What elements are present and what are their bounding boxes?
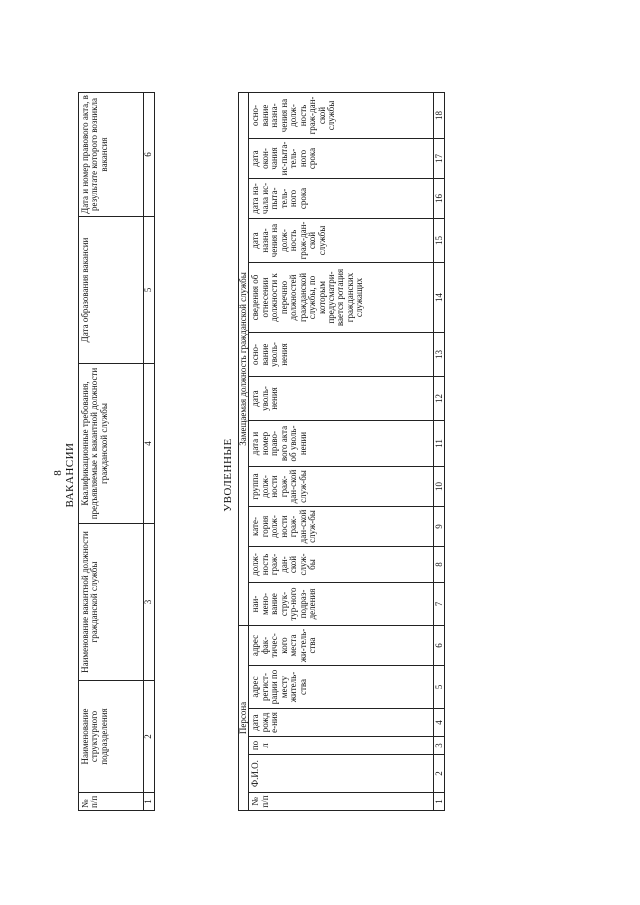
dismissed-number-row [434,93,445,811]
vacancies-number-cell: 6 [144,93,155,217]
dismissed-number-cell: 7 [434,583,445,626]
dismissed-header-cell: долж-ность граж-дан-ской служ-бы [249,547,434,583]
dismissed-header-cell: адрес регист-рации по месту житель-ства [249,666,434,709]
dismissed-header-cell: наи-мено-вание струк-тур-ного подраз-деления [249,583,434,626]
dismissed-number-cell: 18 [434,93,445,139]
vacancies-header-cell: Наименование вакантной должности гражданской службы [79,524,144,681]
dismissed-number-cell: 1 [434,793,445,811]
dismissed-header-cell: № п/п [249,793,434,811]
dismissed-number-cell: 12 [434,377,445,421]
vacancies-header-cell: Дата образования вакансии [79,217,144,364]
dismissed-group-row [239,93,249,811]
vacancies-number-row [144,93,155,811]
dismissed-number-cell: 11 [434,421,445,467]
vacancies-number-cell: 1 [144,793,155,811]
vacancies-number-cell: 3 [144,524,155,681]
vacancies-number-cell: 2 [144,681,155,793]
vacancies-header-row [79,93,144,811]
vacancies-title: ВАКАНСИИ [64,442,76,508]
dismissed-number-cell: 2 [434,755,445,793]
group-person-cell: Персона [239,626,249,811]
dismissed-header-cell: пол [249,737,434,755]
dismissed-number-cell: 16 [434,179,445,219]
dismissed-header-cell: дата уволь-нения [249,377,434,421]
vacancies-header-cell: № п/п [79,793,144,811]
dismissed-header-cell: Ф.И.О. [249,755,434,793]
dismissed-number-cell: 13 [434,333,445,377]
dismissed-header-cell: сведения об отнесении должности к перечню должностей гражданской службы, по которым предусматри-вается ротация гражданских служащих [249,263,434,333]
dismissed-header-cell: осно-вание назна-чения на долж-ность граж-дан-ской службы [249,93,434,139]
dismissed-title: УВОЛЕННЫЕ [222,438,234,512]
vacancies-table [78,92,155,811]
vacancies-header-cell: Дата и номер правового акта, в результате которого возникла вакансия [79,93,144,217]
dismissed-number-cell: 5 [434,666,445,709]
dismissed-number-cell: 6 [434,626,445,666]
dismissed-number-cell: 15 [434,219,445,263]
dismissed-header-cell: дата рожде-ния [249,709,434,737]
dismissed-table [238,92,445,811]
vacancies-header-cell: Квалификационные требования, предъявляемые к вакантной должности гражданской службы [79,364,144,524]
dismissed-number-cell: 10 [434,467,445,507]
dismissed-number-cell: 4 [434,709,445,737]
page-number: 8 [52,470,64,476]
dismissed-header-cell: дата окон-чания ис-пыта-тель-ного срока [249,139,434,179]
dismissed-header-cell: осно-вание уволь-нения [249,333,434,377]
dismissed-header-cell: дата на-чала ис-пыта-тель-ного срока [249,179,434,219]
vacancies-header-cell: Наименование структурного подразделения [79,681,144,793]
dismissed-number-cell: 17 [434,139,445,179]
dismissed-header-row [249,93,434,811]
dismissed-number-cell: 8 [434,547,445,583]
dismissed-header-cell: адрес фак-тичес-кого места жи-тель-ства [249,626,434,666]
dismissed-number-cell: 14 [434,263,445,333]
dismissed-header-cell: дата назна-чения на долж-ность граж-дан-ской службы [249,219,434,263]
dismissed-header-cell: кате-гория долж-ности граж-дан-ской служ-бы [249,507,434,547]
dismissed-number-cell: 3 [434,737,445,755]
vacancies-number-cell: 5 [144,217,155,364]
dismissed-header-cell: дата и номер право-вого акта об уволь-нении [249,421,434,467]
dismissed-number-cell: 9 [434,507,445,547]
vacancies-number-cell: 4 [144,364,155,524]
group-position-cell: Замещаемая должность гражданской службы [239,93,249,626]
dismissed-header-cell: группа долж-ности граж-дан-ской служ-бы [249,467,434,507]
